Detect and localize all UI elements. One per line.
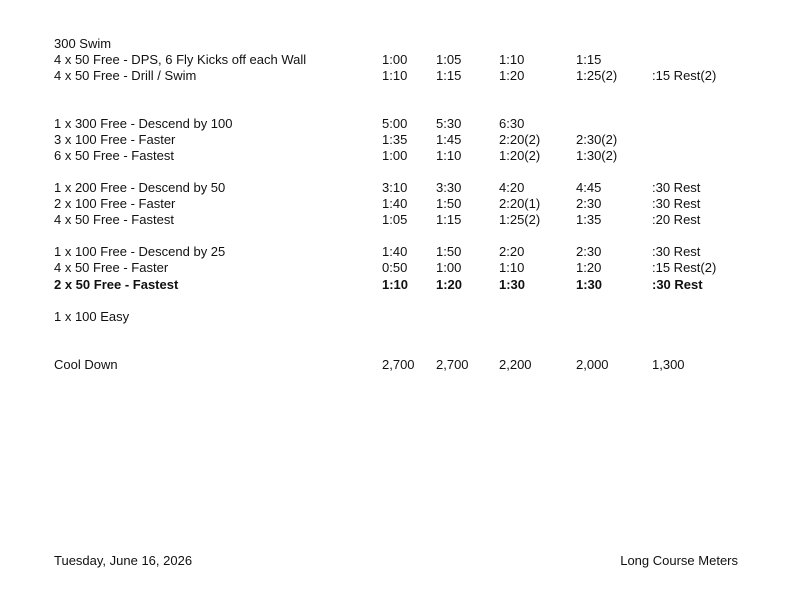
interval-cell: 1:20	[576, 260, 602, 275]
interval-cell: 4:20	[499, 180, 525, 195]
rest-cell: :30 Rest	[652, 180, 701, 195]
row-label: 3 x 100 Free - Faster	[54, 132, 176, 147]
row-label: 1 x 200 Free - Descend by 50	[54, 180, 226, 195]
interval-cell: 1:45	[436, 132, 462, 147]
interval-cell: 1:25(2)	[576, 68, 618, 83]
row-label: 1 x 300 Free - Descend by 100	[54, 116, 233, 131]
interval-cell: 1:00	[436, 260, 462, 275]
rest-cell: :20 Rest	[652, 212, 701, 227]
total-distance-cell: 1,300	[652, 357, 685, 372]
row-label: 4 x 50 Free - Fastest	[54, 212, 174, 227]
interval-cell: 1:15	[436, 68, 462, 83]
rest-cell: :15 Rest(2)	[652, 68, 717, 83]
interval-cell: 4:45	[576, 180, 602, 195]
rest-cell: :30 Rest	[652, 244, 701, 259]
row-label: 2 x 100 Free - Faster	[54, 196, 176, 211]
interval-cell: 6:30	[499, 116, 525, 131]
row-label: 1 x 100 Free - Descend by 25	[54, 244, 226, 259]
row-label: 4 x 50 Free - Drill / Swim	[54, 68, 197, 83]
total-distance-cell: 2,200	[499, 357, 532, 372]
interval-cell: 1:40	[382, 196, 408, 211]
interval-cell: 2:30	[576, 196, 602, 211]
interval-cell: 0:50	[382, 260, 408, 275]
row-label: 1 x 100 Easy	[54, 309, 130, 324]
interval-cell: 1:10	[499, 260, 525, 275]
interval-cell: 1:30	[499, 277, 526, 292]
interval-cell: 3:10	[382, 180, 408, 195]
interval-cell: 1:10	[382, 277, 409, 292]
row-label: 300 Swim	[54, 36, 112, 51]
total-distance-cell: 2,700	[436, 357, 469, 372]
interval-cell: 1:40	[382, 244, 408, 259]
interval-cell: 1:00	[382, 52, 408, 67]
row-label: 6 x 50 Free - Fastest	[54, 148, 174, 163]
rest-cell: :15 Rest(2)	[652, 260, 717, 275]
interval-cell: 1:50	[436, 196, 462, 211]
interval-cell: 1:20(2)	[499, 148, 541, 163]
interval-cell: 1:00	[382, 148, 408, 163]
interval-cell: 5:00	[382, 116, 408, 131]
interval-cell: 1:30	[576, 277, 603, 292]
row-label: 4 x 50 Free - DPS, 6 Fly Kicks off each Wall	[54, 52, 307, 67]
rest-cell: :30 Rest	[652, 196, 701, 211]
interval-cell: 1:50	[436, 244, 462, 259]
row-label: 2 x 50 Free - Fastest	[54, 277, 179, 292]
interval-cell: 1:05	[382, 212, 408, 227]
interval-cell: 2:30	[576, 244, 602, 259]
row-label: 4 x 50 Free - Faster	[54, 260, 169, 275]
row-label: Cool Down	[54, 357, 118, 372]
interval-cell: 1:20	[436, 277, 463, 292]
interval-cell: 1:20	[499, 68, 525, 83]
interval-cell: 1:35	[576, 212, 602, 227]
rest-cell: :30 Rest	[652, 277, 703, 292]
interval-cell: 2:20	[499, 244, 525, 259]
interval-cell: 2:30(2)	[576, 132, 618, 147]
total-distance-cell: 2,000	[576, 357, 609, 372]
interval-cell: 5:30	[436, 116, 462, 131]
footer-date: Tuesday, June 16, 2026	[54, 553, 193, 568]
total-distance-cell: 2,700	[382, 357, 415, 372]
interval-cell: 2:20(1)	[499, 196, 541, 211]
interval-cell: 1:10	[382, 68, 408, 83]
interval-cell: 1:10	[499, 52, 525, 67]
interval-cell: 1:35	[382, 132, 408, 147]
interval-cell: 1:25(2)	[499, 212, 541, 227]
interval-cell: 1:15	[576, 52, 602, 67]
interval-cell: 3:30	[436, 180, 462, 195]
footer-course-type: Long Course Meters	[620, 553, 738, 568]
interval-cell: 1:30(2)	[576, 148, 618, 163]
interval-cell: 1:05	[436, 52, 462, 67]
interval-cell: 1:15	[436, 212, 462, 227]
interval-cell: 2:20(2)	[499, 132, 541, 147]
interval-cell: 1:10	[436, 148, 462, 163]
